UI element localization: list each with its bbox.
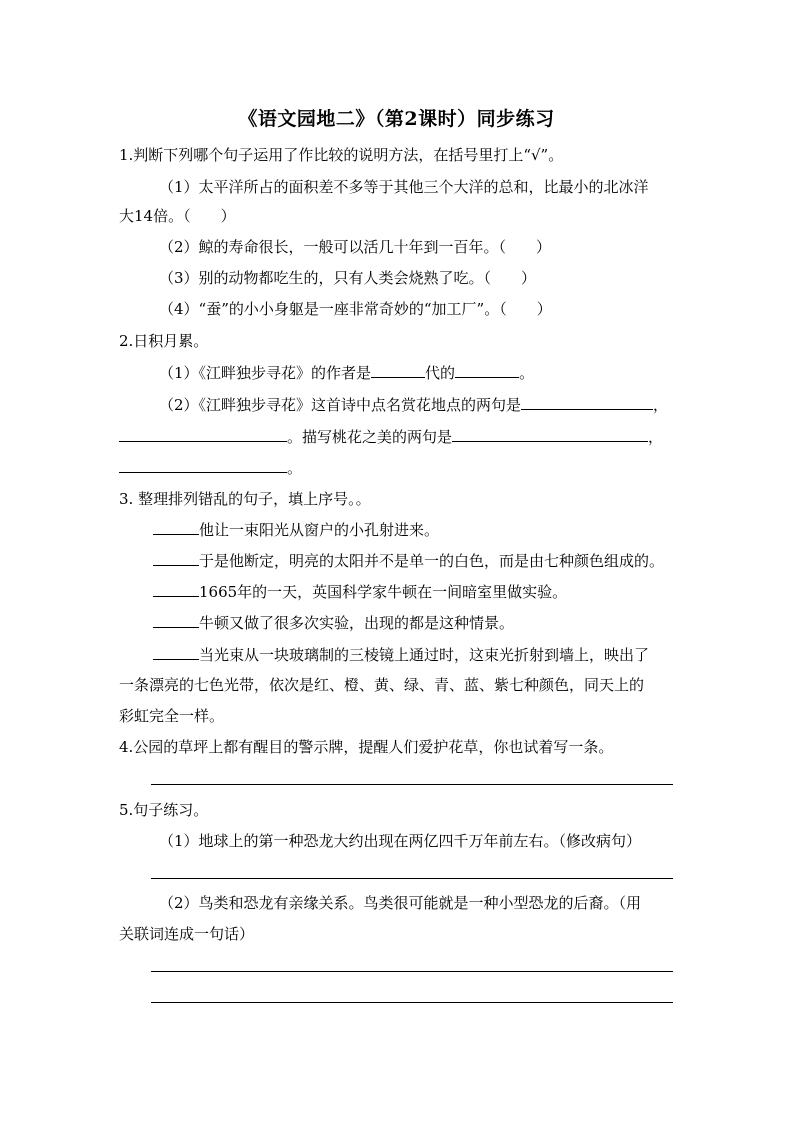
q1-item1-line2: 大14倍。（ ） xyxy=(119,207,236,225)
q1-stem: 1.判断下列哪个句子运用了作比较的说明方法，在括号里打上“√”。 xyxy=(119,146,564,164)
sentence-text: 当光束从一块玻璃制的三棱镜上通过时，这束光折射到墙上，映出了 xyxy=(199,646,650,664)
q2-item2-line3 xyxy=(119,458,679,477)
sentence-text: 1665年的一天，英国科学家牛顿在一间暗室里做实验。 xyxy=(199,583,568,601)
q3-sentence-4 xyxy=(119,613,713,632)
q3-stem: 3. 整理排列错乱的句子，填上序号。。 xyxy=(119,490,371,508)
q5-item2-line2: 关联词连成一句话） xyxy=(119,925,255,943)
answer-blank-peach-line2[interactable] xyxy=(119,458,287,473)
sentence-text: 牛顿又做了很多次实验，出现的都是这种情景。 xyxy=(199,614,515,632)
q5-item2-line1: （2）鸟类和恐龙有亲缘关系。鸟类很可能就是一种小型恐龙的后裔。（用 xyxy=(159,894,642,912)
q2-item2-line2 xyxy=(119,427,679,446)
q3-sentence-5-line2: 一条漂亮的七色光带，依次是红、橙、黄、绿、青、蓝、紫七种颜色，同天上的 xyxy=(119,676,645,694)
q2-item2-text-e: 。 xyxy=(287,459,303,477)
q4-stem: 4.公园的草坪上都有醒目的警示牌，提醒人们爱护花草，你也试着写一条。 xyxy=(119,738,614,756)
page-title: 《语文园地二》（第2课时）同步练习 xyxy=(238,108,555,130)
q1-item4: （4）“蚕”的小小身躯是一座非常奇妙的“加工厂”。（ ） xyxy=(159,300,552,318)
answer-line[interactable] xyxy=(151,878,673,879)
q2-stem: 2.日积月累。 xyxy=(119,332,209,350)
q5-stem: 5.句子练习。 xyxy=(119,801,209,819)
q1-item1-line1: （1）太平洋所占的面积差不多等于其他三个大洋的总和，比最小的北冰洋 xyxy=(159,178,649,196)
q1-item2: （2）鲸的寿命很长，一般可以活几十年到一百年。（ ） xyxy=(159,238,552,256)
order-blank[interactable] xyxy=(153,551,199,566)
q3-sentence-2 xyxy=(119,551,713,570)
q3-sentence-5-line3: 彩虹完全一样。 xyxy=(119,707,225,725)
order-blank[interactable] xyxy=(153,520,199,535)
answer-line[interactable] xyxy=(151,1002,673,1003)
answer-blank-peach-line1[interactable] xyxy=(452,427,648,442)
q2-item2-text-d: ， xyxy=(648,428,664,446)
q2-item2-text-c: 。描写桃花之美的两句是 xyxy=(287,428,453,446)
q3-sentence-3 xyxy=(119,582,713,601)
sentence-text: 他让一束阳光从窗户的小孔射进来。 xyxy=(199,521,440,539)
sentence-text: 于是他断定，明亮的太阳并不是单一的白色，而是由七种颜色组成的。 xyxy=(199,552,665,570)
q3-sentence-1 xyxy=(119,520,713,539)
q2-item1-text-c: 。 xyxy=(519,364,535,382)
answer-blank-poem-line2[interactable] xyxy=(119,427,287,442)
q3-sentence-5 xyxy=(119,645,713,664)
q2-item1 xyxy=(119,363,719,382)
answer-line[interactable] xyxy=(151,971,673,972)
answer-blank-dynasty[interactable] xyxy=(371,363,425,378)
q2-item1-text-b: 代的 xyxy=(425,364,456,382)
answer-blank-poem-line1[interactable] xyxy=(521,395,653,410)
order-blank[interactable] xyxy=(153,613,199,628)
answer-blank-author[interactable] xyxy=(455,363,519,378)
q2-item1-text-a: （1）《江畔独步寻花》的作者是 xyxy=(159,364,372,382)
q2-item2-line1 xyxy=(119,395,719,414)
q1-item3: （3）别的动物都吃生的，只有人类会烧熟了吃。（ ） xyxy=(159,269,537,287)
order-blank[interactable] xyxy=(153,582,199,597)
answer-line[interactable] xyxy=(151,784,673,785)
q2-item2-text-b: ， xyxy=(653,396,669,414)
q5-item1: （1）地球上的第一种恐龙大约出现在两亿四千万年前左右。（修改病句） xyxy=(159,832,642,850)
order-blank[interactable] xyxy=(153,645,199,660)
q2-item2-text-a: （2）《江畔独步寻花》这首诗中点名赏花地点的两句是 xyxy=(159,396,522,414)
